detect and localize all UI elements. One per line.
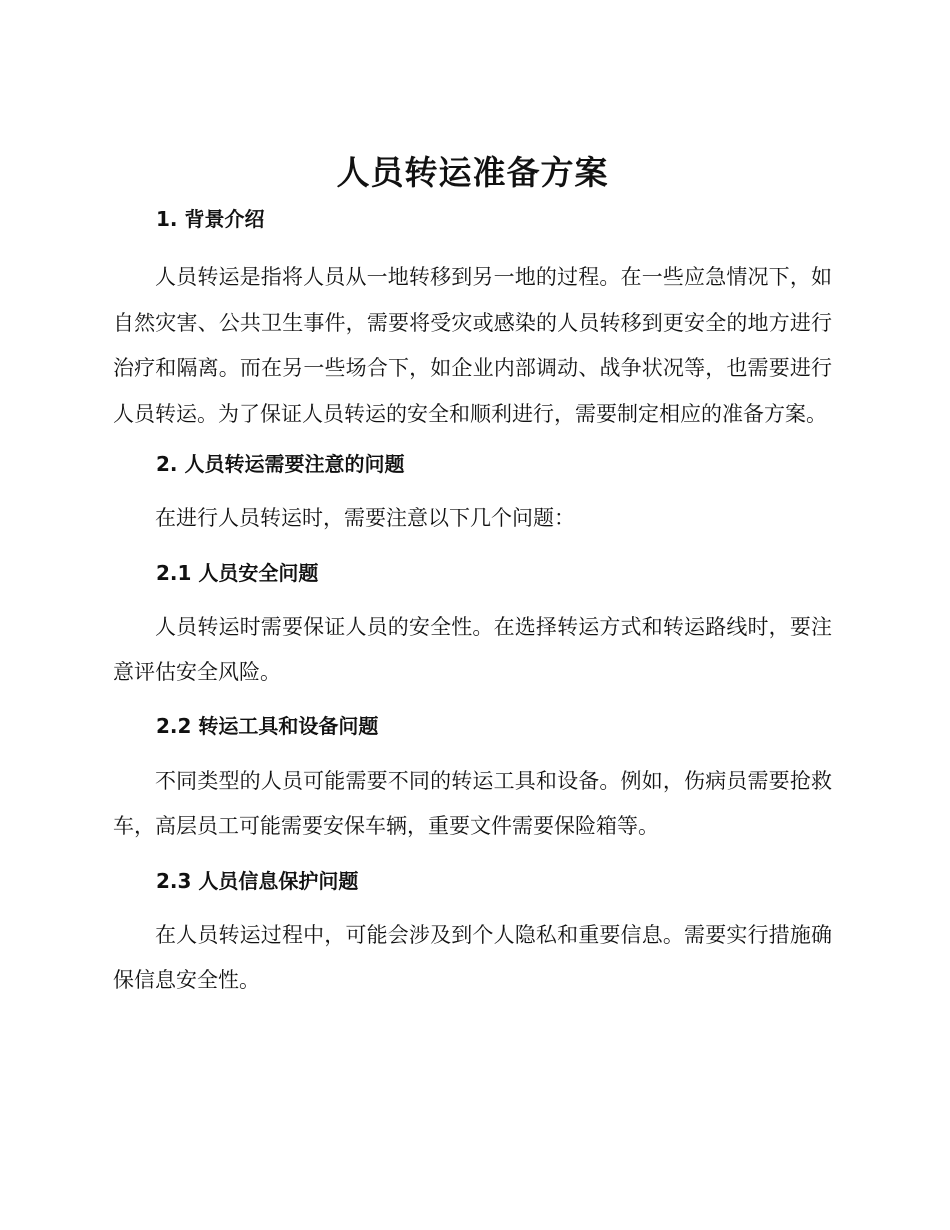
section-paragraph-tools-equipment: 不同类型的人员可能需要不同的转运工具和设备。例如，伤病员需要抢救车，高层员工可能需要安保车辆，重要文件需要保险箱等。 <box>113 768 832 838</box>
section-paragraph-personnel-safety: 人员转运时需要保证人员的安全性。在选择转运方式和转运路线时，要注意评估安全风险。 <box>113 614 832 684</box>
section-paragraph-information-protection: 在人员转运过程中，可能会涉及到个人隐私和重要信息。需要实行措施确保信息安全性。 <box>113 922 832 992</box>
section-heading-tools-equipment: 2.2 转运工具和设备问题 <box>156 713 379 738</box>
section-heading-background: 1. 背景介绍 <box>156 207 265 231</box>
document-title: 人员转运准备方案 <box>336 153 609 192</box>
section-paragraph-issues: 在进行人员转运时，需要注意以下几个问题： <box>155 506 575 530</box>
section-heading-personnel-safety: 2.1 人员安全问题 <box>156 560 319 585</box>
section-paragraph-background: 人员转运是指将人员从一地转移到另一地的过程。在一些应急情况下，如自然灾害、公共卫生事件，需要将受灾或感染的人员转移到更安全的地方进行治疗和隔离。而在另一些场合下，如企业内部调动、战争状况等，也需要进行人员转运。为了保证人员转运的安全和顺利进行，需要制定相应的准备方案。 <box>113 265 832 426</box>
section-heading-information-protection: 2.3 人员信息保护问题 <box>156 868 359 893</box>
section-heading-issues: 2. 人员转运需要注意的问题 <box>156 452 405 476</box>
